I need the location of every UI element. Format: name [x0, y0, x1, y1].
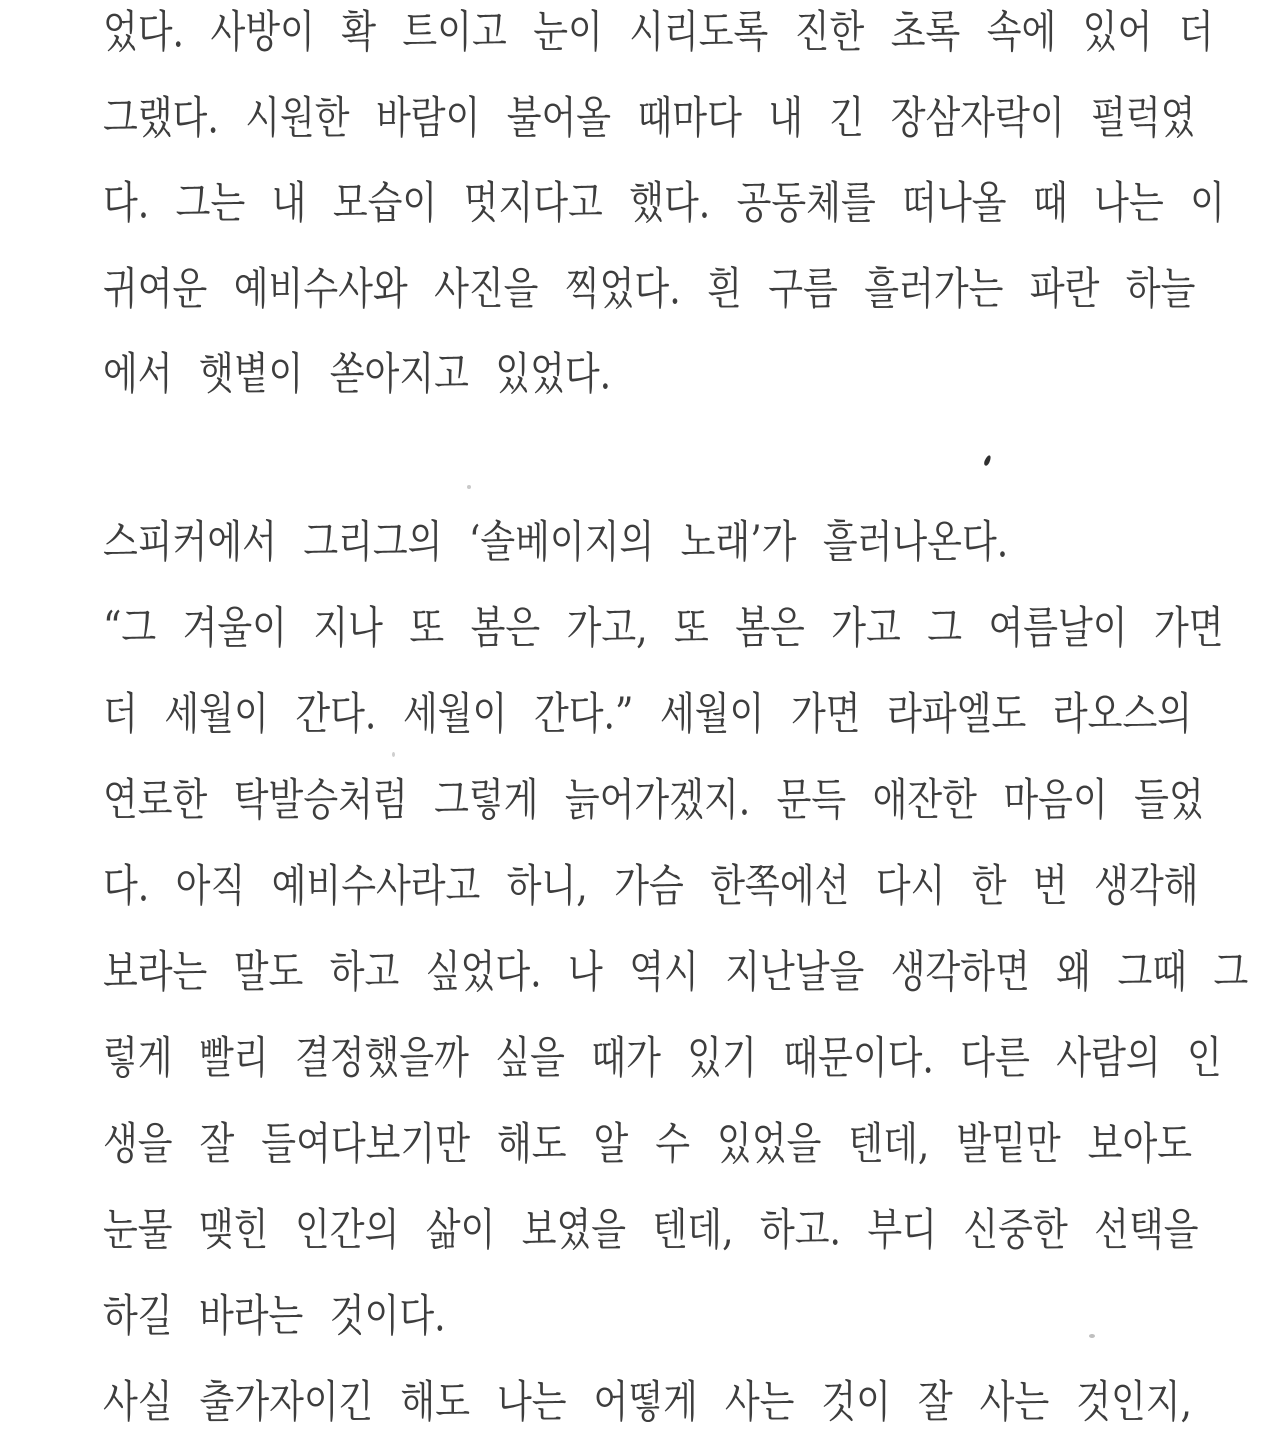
text-line: 눈물 맺힌 인간의 삶이 보였을 텐데, 하고. 부디 신중한 선택을 — [103, 1205, 1199, 1256]
text-line: 에서 햇볕이 쏟아지고 있었다. — [103, 349, 612, 400]
text-line: 그랬다. 시원한 바람이 불어올 때마다 내 긴 장삼자락이 펄럭였 — [103, 93, 1196, 144]
text-line: 연로한 탁발승처럼 그렇게 늙어가겠지. 문득 애잔한 마음이 들었 — [103, 775, 1204, 826]
text-line: 스피커에서 그리그의 ‘솔베이지의 노래’가 흘러나온다. — [103, 517, 1009, 568]
text-line: 렇게 빨리 결정했을까 싶을 때가 있기 때문이다. 다른 사람의 인 — [103, 1033, 1222, 1084]
text-line: 보라는 말도 하고 싶었다. 나 역시 지난날을 생각하면 왜 그때 그 — [103, 947, 1249, 998]
scan-speck — [392, 752, 395, 757]
scan-speck — [1089, 1334, 1095, 1338]
scan-speck — [467, 485, 471, 489]
text-line: 생을 잘 들여다보기만 해도 알 수 있었을 텐데, 발밑만 보아도 — [103, 1119, 1192, 1170]
text-line: 다. 아직 예비수사라고 하니, 가슴 한쪽에선 다시 한 번 생각해 — [103, 861, 1199, 912]
text-line: “그 겨울이 지나 또 봄은 가고, 또 봄은 가고 그 여름날이 가면 — [103, 603, 1224, 654]
scan-speck — [983, 454, 992, 466]
text-line: 다. 그는 내 모습이 멋지다고 했다. 공동체를 떠나올 때 나는 이 — [103, 178, 1225, 229]
text-line: 었다. 사방이 확 트이고 눈이 시리도록 진한 초록 속에 있어 더 — [103, 7, 1214, 58]
text-line: 하길 바라는 것이다. — [103, 1291, 446, 1342]
text-line: 사실 출가자이긴 해도 나는 어떻게 사는 것이 잘 사는 것인지, — [103, 1377, 1192, 1428]
text-line: 더 세월이 간다. 세월이 간다.” 세월이 가면 라파엘도 라오스의 — [103, 689, 1192, 740]
text-line: 귀여운 예비수사와 사진을 찍었다. 흰 구름 흘러가는 파란 하늘 — [103, 264, 1196, 315]
